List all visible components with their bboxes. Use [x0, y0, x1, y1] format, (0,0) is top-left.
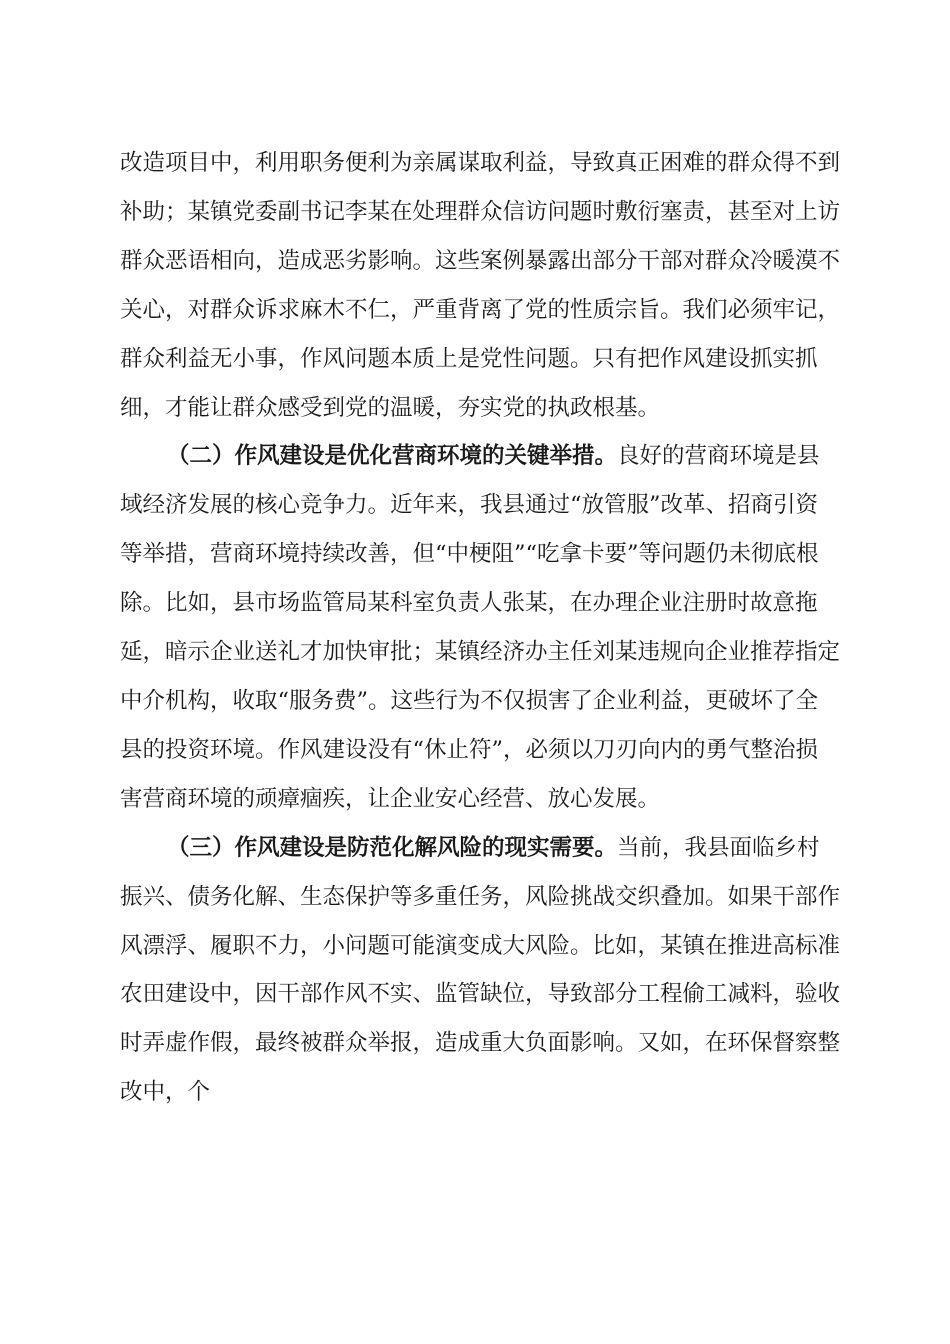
- paragraph-section-3: [120, 824, 840, 1117]
- paragraph-1-text: 改造项目中，利用职务便利为亲属谋取利益，导致真正困难的群众得不到补助；某镇党委副书记李某在处理群众信访问题时敷衍塞责，甚至对上访群众恶语相向，造成恶劣影响。这些案例暴露出部分干部对群众冷暖漠不关心，对群众诉求麻木不仁，严重背离了党的性质宗旨。我们必须牢记，群众利益无小事，作风问题本质上是党性问题。只有把作风建设抓实抓细，才能让群众感受到党的温暖，夯实党的执政根基。: [120, 150, 841, 421]
- paragraph-section-2: [120, 432, 840, 823]
- paragraph-2-text: 良好的营商环境是县域经济发展的核心竞争力。近年来，我县通过“放管服”改革、招商引资等举措，营商环境持续改善，但“中梗阻”“吃拿卡要”等问题仍未彻底根除。比如，县市场监管局某科室负责人张某，在办理企业注册时故意拖延，暗示企业送礼才加快审批；某镇经济办主任刘某违规向企业推荐指定中介机构，收取“服务费”。这些行为不仅损害了企业利益，更破坏了全县的投资环境。作风建设没有“休止符”，必须以刀刃向内的勇气整治损害营商环境的顽瘴痼疾，让企业安心经营、放心发展。: [120, 443, 841, 812]
- section-3-heading: （三）作风建设是防范化解风险的现实需要。: [167, 834, 618, 861]
- body-text: [120, 139, 840, 1117]
- paragraph-continued: [120, 139, 840, 432]
- section-2-heading: （二）作风建设是优化营商环境的关键举措。: [167, 443, 618, 470]
- paragraph-3-text: 当前，我县面临乡村振兴、债务化解、生态保护等多重任务，风险挑战交织叠加。如果干部作风漂浮、履职不力，小问题可能演变成大风险。比如，某镇在推进高标准农田建设中，因干部作风不实、监管缺位，导致部分工程偷工减料，验收时弄虚作假，最终被群众举报，造成重大负面影响。又如，在环保督察整改中，个: [120, 834, 841, 1106]
